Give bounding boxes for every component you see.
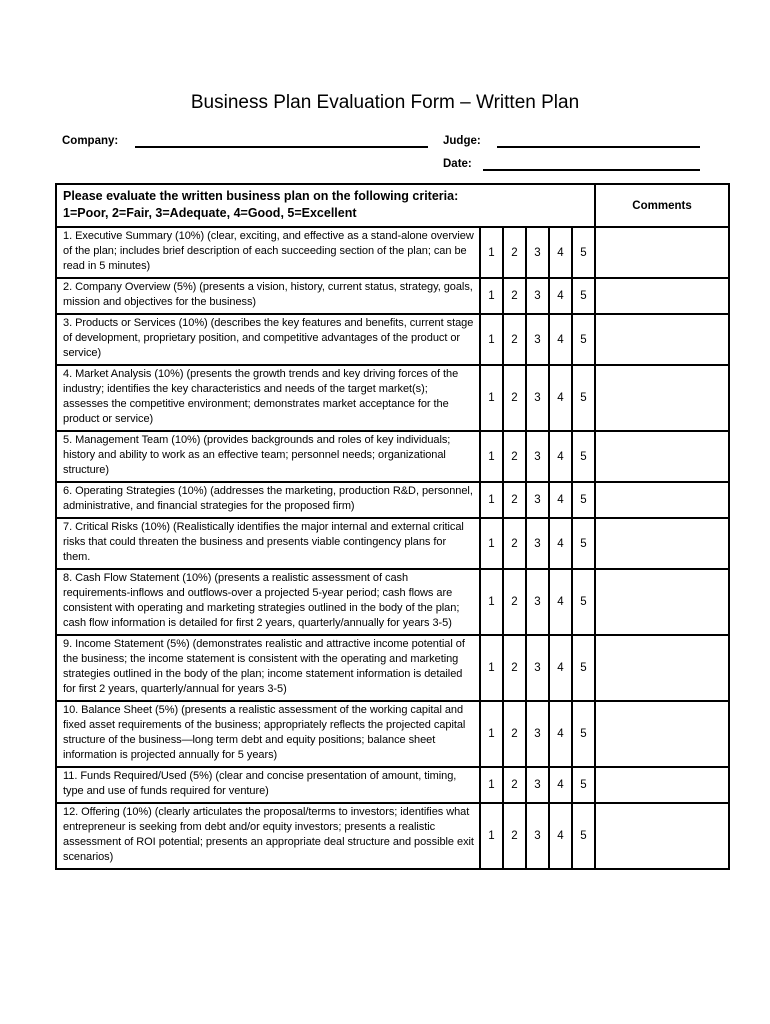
rating-cell[interactable]: 5 — [572, 314, 595, 365]
criterion-text: 1. Executive Summary (10%) (clear, exciting, and effective as a stand-alone overview of the plan; includes brief description of each succeeding section of the plan; can be read in 5 minutes) — [56, 227, 480, 278]
comment-cell[interactable] — [595, 278, 729, 314]
criterion-text: 4. Market Analysis (10%) (presents the growth trends and key driving forces of the industry; identifies the key characteristics and needs of the target market(s); assesses the competitive environment; demonstrates market acceptance for the product or service) — [56, 365, 480, 431]
table-body — [56, 227, 729, 869]
comment-cell[interactable] — [595, 569, 729, 635]
rating-cell[interactable]: 5 — [572, 431, 595, 482]
rating-cell[interactable]: 2 — [503, 482, 526, 518]
company-label: Company: — [62, 135, 119, 147]
rating-cell[interactable]: 4 — [549, 365, 572, 431]
comment-cell[interactable] — [595, 767, 729, 803]
criteria-instructions-line1: Please evaluate the written business plan on the following criteria: — [63, 189, 459, 203]
criterion-text: 8. Cash Flow Statement (10%) (presents a realistic assessment of cash requirements-inflows and outflows-over a projected 5-year period; cash flows are consistent with operating and marketing strategies outlined in the body of the plan; cash flow information is detailed for first 2 years, quarterly/annually for years 3-5) — [56, 569, 480, 635]
rating-cell[interactable]: 1 — [480, 635, 503, 701]
criterion-text: 9. Income Statement (5%) (demonstrates realistic and attractive income potential of the business; the income statement is consistent with the operating and marketing strategies outlined in the body of the plan; income statement information is detailed for first 2 years, quarterly/annual for years 3-5) — [56, 635, 480, 701]
evaluation-table — [55, 183, 730, 870]
rating-cell[interactable]: 4 — [549, 803, 572, 869]
rating-cell[interactable]: 2 — [503, 767, 526, 803]
rating-cell[interactable]: 2 — [503, 569, 526, 635]
rating-cell[interactable]: 2 — [503, 518, 526, 569]
rating-cell[interactable]: 2 — [503, 278, 526, 314]
criterion-text: 10. Balance Sheet (5%) (presents a realistic assessment of the working capital and fixed asset requirements of the business; appropriately reflects the projected capital structure of the business—long term debt and equity positions; balance sheet information is projected annually for 5 years) — [56, 701, 480, 767]
rating-cell[interactable]: 3 — [526, 803, 549, 869]
rating-cell[interactable]: 1 — [480, 569, 503, 635]
rating-cell[interactable]: 3 — [526, 767, 549, 803]
comment-cell[interactable] — [595, 635, 729, 701]
criterion-text: 3. Products or Services (10%) (describes the key features and benefits, current stage of development, proprietary position, and competitive advantages of the product or service) — [56, 314, 480, 365]
company-input-line[interactable] — [135, 134, 428, 148]
date-input-line[interactable] — [483, 157, 700, 171]
rating-cell[interactable]: 5 — [572, 365, 595, 431]
criterion-row — [56, 803, 729, 869]
criterion-text: 5. Management Team (10%) (provides backgrounds and roles of key individuals; history and ability to work as an effective team; personnel needs; organizational structure) — [56, 431, 480, 482]
rating-cell[interactable]: 4 — [549, 278, 572, 314]
rating-cell[interactable]: 1 — [480, 518, 503, 569]
rating-cell[interactable]: 3 — [526, 314, 549, 365]
rating-cell[interactable]: 3 — [526, 701, 549, 767]
criteria-instructions-line2: 1=Poor, 2=Fair, 3=Adequate, 4=Good, 5=Excellent — [63, 206, 357, 220]
rating-cell[interactable]: 3 — [526, 431, 549, 482]
rating-cell[interactable]: 2 — [503, 314, 526, 365]
criterion-row — [56, 278, 729, 314]
rating-cell[interactable]: 3 — [526, 227, 549, 278]
criterion-text: 12. Offering (10%) (clearly articulates the proposal/terms to investors; identifies what entrepreneur is seeking from debt and/or equity investors; presents a realistic assessment of ROI potential; presents an appropriate deal structure and possible exit scenarios) — [56, 803, 480, 869]
comment-cell[interactable] — [595, 314, 729, 365]
comment-cell[interactable] — [595, 365, 729, 431]
criterion-row — [56, 431, 729, 482]
rating-cell[interactable]: 1 — [480, 431, 503, 482]
rating-cell[interactable]: 5 — [572, 278, 595, 314]
rating-cell[interactable]: 5 — [572, 569, 595, 635]
rating-cell[interactable]: 1 — [480, 365, 503, 431]
rating-cell[interactable]: 2 — [503, 227, 526, 278]
rating-cell[interactable]: 1 — [480, 767, 503, 803]
criterion-row — [56, 227, 729, 278]
rating-cell[interactable]: 4 — [549, 569, 572, 635]
rating-cell[interactable]: 1 — [480, 803, 503, 869]
rating-cell[interactable]: 4 — [549, 701, 572, 767]
criterion-row — [56, 767, 729, 803]
rating-cell[interactable]: 5 — [572, 227, 595, 278]
rating-cell[interactable]: 2 — [503, 365, 526, 431]
comment-cell[interactable] — [595, 227, 729, 278]
rating-cell[interactable]: 2 — [503, 635, 526, 701]
criterion-row — [56, 569, 729, 635]
rating-cell[interactable]: 4 — [549, 482, 572, 518]
judge-input-line[interactable] — [497, 134, 700, 148]
rating-cell[interactable]: 1 — [480, 227, 503, 278]
rating-cell[interactable]: 1 — [480, 278, 503, 314]
criterion-row — [56, 365, 729, 431]
comment-cell[interactable] — [595, 518, 729, 569]
rating-cell[interactable]: 4 — [549, 518, 572, 569]
rating-cell[interactable]: 4 — [549, 227, 572, 278]
rating-cell[interactable]: 1 — [480, 482, 503, 518]
criterion-row — [56, 518, 729, 569]
table-header-row — [56, 184, 729, 227]
rating-cell[interactable]: 3 — [526, 569, 549, 635]
comment-cell[interactable] — [595, 431, 729, 482]
rating-cell[interactable]: 3 — [526, 482, 549, 518]
comment-cell[interactable] — [595, 701, 729, 767]
rating-cell[interactable]: 5 — [572, 803, 595, 869]
rating-cell[interactable]: 3 — [526, 518, 549, 569]
criterion-row — [56, 701, 729, 767]
rating-cell[interactable]: 5 — [572, 518, 595, 569]
rating-cell[interactable]: 5 — [572, 767, 595, 803]
rating-cell[interactable]: 2 — [503, 701, 526, 767]
rating-cell[interactable]: 4 — [549, 635, 572, 701]
rating-cell[interactable]: 3 — [526, 365, 549, 431]
criterion-text: 7. Critical Risks (10%) (Realistically identifies the major internal and external critical risks that could threaten the business and presents viable contingency plans for them. — [56, 518, 480, 569]
rating-cell[interactable]: 3 — [526, 635, 549, 701]
rating-cell[interactable]: 3 — [526, 278, 549, 314]
rating-cell[interactable]: 5 — [572, 482, 595, 518]
rating-cell[interactable]: 4 — [549, 314, 572, 365]
criteria-instructions — [56, 184, 595, 227]
rating-cell[interactable]: 4 — [549, 767, 572, 803]
date-label: Date: — [443, 158, 472, 170]
rating-cell[interactable]: 1 — [480, 314, 503, 365]
comments-header: Comments — [595, 184, 729, 227]
rating-cell[interactable]: 2 — [503, 803, 526, 869]
page-title: Business Plan Evaluation Form – Written Plan — [190, 92, 580, 113]
criterion-row — [56, 635, 729, 701]
judge-label: Judge: — [443, 135, 481, 147]
comment-cell[interactable] — [595, 482, 729, 518]
rating-cell[interactable]: 5 — [572, 701, 595, 767]
comment-cell[interactable] — [595, 803, 729, 869]
criterion-row — [56, 482, 729, 518]
rating-cell[interactable]: 2 — [503, 431, 526, 482]
criterion-row — [56, 314, 729, 365]
rating-cell[interactable]: 4 — [549, 431, 572, 482]
criterion-text: 11. Funds Required/Used (5%) (clear and concise presentation of amount, timing, type and use of funds required for venture) — [56, 767, 480, 803]
criterion-text: 6. Operating Strategies (10%) (addresses the marketing, production R&D, personnel, administrative, and financial strategies for the proposed firm) — [56, 482, 480, 518]
rating-cell[interactable]: 5 — [572, 635, 595, 701]
criterion-text: 2. Company Overview (5%) (presents a vision, history, current status, strategy, goals, mission and objectives for the business) — [56, 278, 480, 314]
rating-cell[interactable]: 1 — [480, 701, 503, 767]
